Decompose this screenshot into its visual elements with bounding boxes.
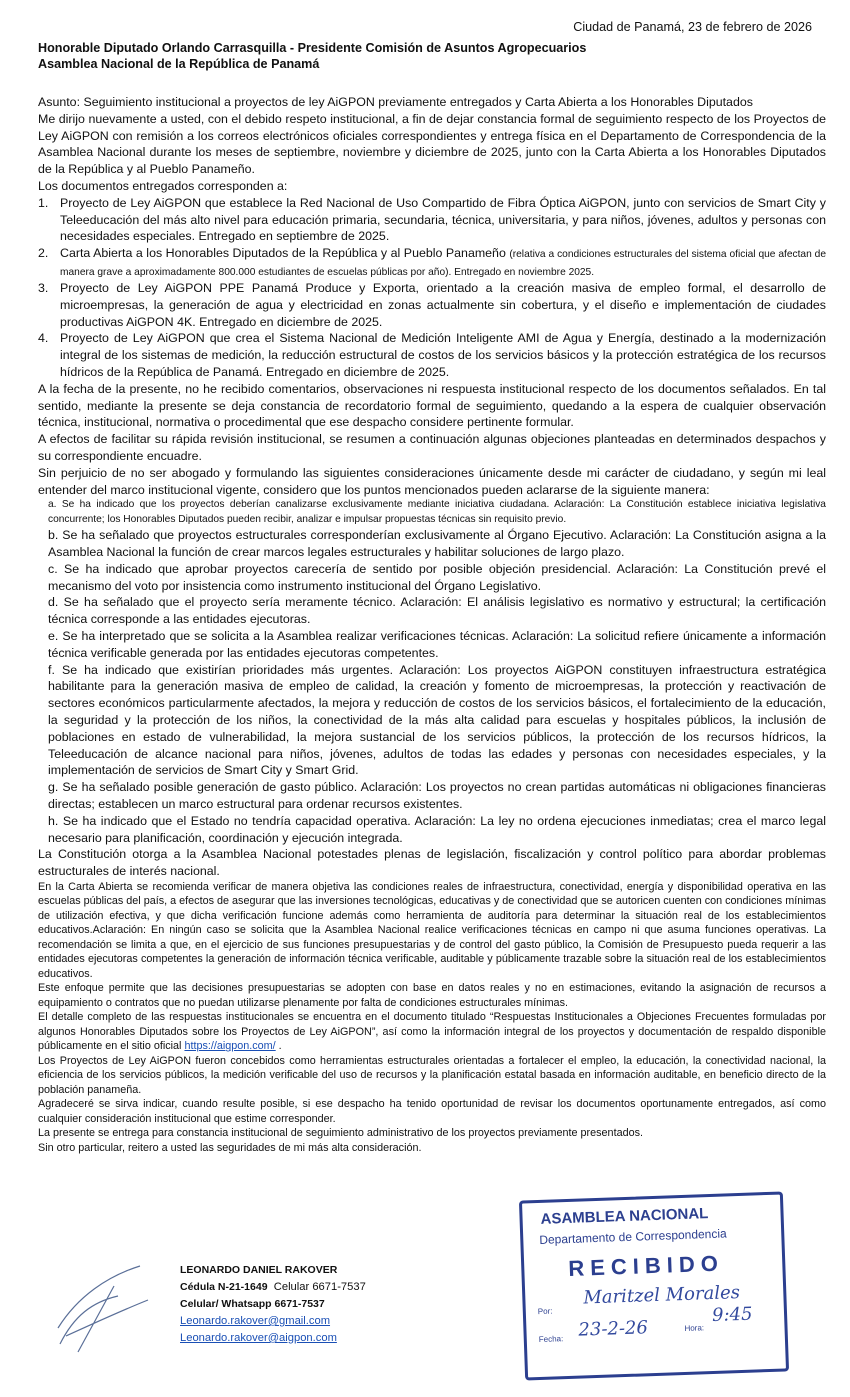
received-stamp	[519, 1191, 789, 1380]
record-paragraph: La presente se entrega para constancia institucional de seguimiento administrativo de los proyectos previamente presentados.	[38, 1127, 643, 1140]
objection-text: Se ha indicado que los proyectos deberían canalizarse exclusivamente mediante iniciativa ciudadana. Aclaración: La Constitución establece iniciativa legislativa concurrente; los Honorables Diputados pueden recibir, analizar e impulsar propuestas técnicas sin requisito previo.	[48, 499, 826, 525]
objection-text: Se ha indicado que aprobar proyectos carecería de sentido por posible objeción presidencial. Aclaración: La Constitución prevé el mecanismo del voto por insistencia como instrumento institucional del Órgano Legislativo.	[48, 561, 826, 593]
objection-letter: b.	[48, 528, 59, 543]
letter-date: Ciudad de Panamá, 23 de febrero de 2026	[573, 20, 812, 34]
signer-cedula: Cédula N-21-1649	[180, 1281, 268, 1293]
approach-paragraph: Este enfoque permite que las decisiones presupuestarias se adopten con base en datos reales y no en estimaciones, evitando la asignación de recursos a equipamiento o contratos que no puedan utilizarse plenamente por falta de condiciones estructurales mínimas.	[38, 982, 826, 1009]
objection-item	[38, 813, 826, 847]
stamp-dept: Departamento de Correspondencia	[539, 1226, 727, 1247]
objection-letter: h.	[48, 813, 59, 828]
detail-paragraph	[38, 1010, 826, 1054]
objection-text: Se ha indicado que existirían prioridades más urgentes. Aclaración: Los proyectos AiGPON constituyen infraestructura estratégica habilitante para la generación masiva de empleo de calidad, la creación y fomento de microempresas, la protección y reactivación de sectores económicos particularmente afectados, la mejora y reducción de costos de los servicios básicos, el fortalecimiento de la educación, la seguridad y la protección de los niños, la conectividad de la más alta calidad para escuelas y hospitales públicos, la inclusión de poblaciones en estado de vulnerabilidad, la mejora sustancial de los servicios públicos, la protección de los recursos hídricos, la Teleeducación de alcance nacional para niños, jóvenes, adultos de todas las edades y personas con necesidades especiales, y la implementación de servicios de Smart City y Smart Grid.	[48, 662, 826, 778]
subject-line: Asunto: Seguimiento institucional a proyectos de ley AiGPON previamente entregados y Carta Abierta a los Honorables Diputados	[38, 95, 753, 109]
list-item	[38, 280, 826, 330]
objection-letter: c.	[48, 561, 58, 576]
email-link-gmail[interactable]: Leonardo.rakover@gmail.com	[180, 1315, 331, 1327]
detail-text-end: .	[275, 1040, 282, 1053]
objection-item	[38, 662, 826, 780]
list-number: 2.	[38, 246, 49, 261]
list-text: Proyecto de Ley AiGPON PPE Panamá Produce y Exporta, orientado a la creación masiva de empleo formal, el desarrollo de microempresas, la generación de agua y electricidad en zonas actualmente sin cobertura, y el diseño e implementación de ciudades productivas AiGPON 4K. Entregado en diciembre de 2025.	[60, 280, 826, 329]
email-link-aigpon[interactable]: Leonardo.rakover@aigpon.com	[180, 1332, 337, 1344]
thanks-paragraph: Agradeceré se sirva indicar, cuando resulte posible, si ese despacho ha tenido oportunidad de revisar los documentos oportunamente entregados, así como cualquier consideración institucional que estime corresponder.	[38, 1098, 826, 1125]
stamp-org: ASAMBLEA NACIONAL	[540, 1205, 709, 1228]
objection-text: Se ha señalado que proyectos estructurales corresponderían exclusivamente al Órgano Ejecutivo. Aclaración: La Constitución asigna a la Asamblea Nacional la función de crear marcos legales estructurales y habilitar soluciones de largo plazo.	[48, 528, 826, 559]
objection-text: Se ha señalado que el proyecto sería meramente técnico. Aclaración: El análisis legislativo es normativo y estructural; la certificación técnica corresponde a las entidades ejecutoras.	[48, 595, 826, 627]
stamp-hora-label: Hora:	[684, 1323, 705, 1333]
objection-letter: f.	[48, 662, 55, 677]
list-text: Proyecto de Ley AiGPON que crea el Sistema Nacional de Medición Inteligente AMI de Agua y Energía, destinado a la modernización integral de los sistemas de medición, la reducción estructural de costos de los servicios básicos y la protección estratégica de los recursos hídricos de la República de Panamá. Entregado en diciembre de 2025.	[60, 331, 826, 379]
objection-text: Se ha señalado posible generación de gasto público. Aclaración: Los proyectos no crean partidas automáticas ni obligaciones financieras directas; establecen un marco estructural para ordenar recursos existentes.	[48, 780, 826, 811]
objection-item	[38, 498, 826, 527]
signer-whatsapp: Celular/ Whatsapp 6671-7537	[180, 1298, 325, 1310]
objection-letter: g.	[48, 780, 59, 795]
detail-text: El detalle completo de las respuestas institucionales se encuentra en el documento titulado “Respuestas Institucionales a Objeciones Frecuentes formuladas por algunos Honorables Diputados sobre los Proyectos de Ley AiGPON”, así como la información integral de los proyectos y documentación de respaldo disponible públicamente en el sitio oficial	[38, 1011, 826, 1053]
aigpon-site-link[interactable]: https://aigpon.com/	[184, 1040, 276, 1053]
addressee-block	[38, 40, 586, 72]
constitution-paragraph: La Constitución otorga a la Asamblea Nacional potestades plenas de legislación, fiscalización y control político para abordar problemas estructurales de interés nacional.	[38, 847, 826, 879]
handwritten-signature	[48, 1256, 158, 1366]
stamp-por-value: Maritzel Morales	[583, 1282, 741, 1309]
citizen-paragraph: Sin perjuicio de no ser abogado y formulando las siguientes consideraciones únicamente desde mi carácter de ciudadano, y según mi leal entender del marco institucional vigente, considero que los puntos mencionados pueden aclararse de la siguiente manera:	[38, 465, 826, 497]
list-number: 3.	[38, 280, 49, 295]
docs-intro: Los documentos entregados corresponden a:	[38, 178, 288, 193]
list-item	[38, 195, 826, 245]
list-note: (relativa a condiciones estructurales del sistema oficial que afectan de manera grave a aproximadamente 800.000 estudiantes de escuelas públicas por año). Entregado en noviembre 2025.	[60, 249, 826, 278]
letter-body	[38, 94, 826, 1155]
objection-text: Se ha interpretado que se solicita a la Asamblea realizar verificaciones técnicas. Aclaración: La solicitud refiere únicamente a información técnica verificable generada por las entidades ejecutoras competentes.	[48, 628, 826, 660]
objection-letter: a.	[48, 499, 57, 511]
list-item	[38, 330, 826, 380]
intro-paragraph: Me dirijo nuevamente a usted, con el debido respeto institucional, a fin de dejar constancia formal de seguimiento respecto de los Proyectos de Ley AiGPON con remisión a los correos electrónicos oficiales correspondientes y entrega física en el Departamento de Correspondencia de la Asamblea Nacional durante los meses de septiembre, noviembre y diciembre de 2025, junto con la Carta Abierta a los Honorables Diputados de la República y al Pueblo Panameño.	[38, 111, 826, 177]
objection-item	[38, 527, 826, 561]
signature-block	[180, 1262, 366, 1347]
summary-paragraph: A efectos de facilitar su rápida revisión institucional, se resumen a continuación algunas objeciones planteadas en determinados despachos y su correspondiente encuadre.	[38, 432, 826, 463]
objection-item	[38, 594, 826, 628]
objection-item	[38, 779, 826, 813]
no-response-paragraph: A la fecha de la presente, no he recibido comentarios, observaciones ni respuesta institucional respecto de los documentos señalados. En tal sentido, mediante la presente se deja constancia de recordatorio formal de seguimiento, quedando a la espera de cualquier observación técnica, institucional, normativa o procedimental que ese despacho considere pertinente formular.	[38, 381, 826, 430]
objection-item	[38, 561, 826, 595]
stamp-fecha-label: Fecha:	[538, 1334, 564, 1345]
list-number: 4.	[38, 331, 49, 346]
objection-text: Se ha indicado que el Estado no tendría capacidad operativa. Aclaración: La ley no ordena ejecuciones inmediatas; crea el marco legal necesario para planificación, coordinación y ejecución integrada.	[48, 813, 826, 845]
objection-letter: e.	[48, 628, 59, 643]
open-letter-paragraph: En la Carta Abierta se recomienda verificar de manera objetiva las condiciones reales de infraestructura, conectividad, energía y disponibilidad operativa en las escuelas públicas del país, a efectos de asegurar que las inversiones tecnológicas, educativas y de conectividad que se autoricen cuenten con condiciones mínimas de utilización efectiva, y que dicha verificación funcione además como herramienta de auditoría para determinar la situación real de los establecimientos educativos.Aclaración: En ningún caso se solicita que la Asamblea Nacional realice verificaciones técnicas en campo ni que asuma funciones operativas. La recomendación se limita a que, en el ejercicio de sus funciones presupuestarias y de control del gasto público, la Comisión de Presupuesto pueda requerir a las entidades ejecutoras competentes la generación de información técnica verificable, auditable y públicamente trazable sobre la situación real de los establecimientos educativos.	[38, 880, 826, 980]
stamp-fecha-value: 23-2-26	[578, 1317, 649, 1341]
small-print-section	[38, 880, 826, 1156]
signer-name: LEONARDO DANIEL RAKOVER	[180, 1264, 338, 1276]
list-number: 1.	[38, 195, 49, 210]
stamp-por-label: Por:	[537, 1306, 553, 1317]
tools-paragraph: Los Proyectos de Ley AiGPON fueron concebidos como herramientas estructurales orientadas a fortalecer el empleo, la educación, la conectividad nacional, la eficiencia de los servicios públicos, la medición verificable del uso de recursos y la planificación estatal basada en información auditable, en beneficio directo de la población panameña.	[38, 1054, 826, 1096]
list-item	[38, 245, 826, 280]
closing-paragraph: Sin otro particular, reitero a usted las seguridades de mi más alta consideración.	[38, 1141, 422, 1154]
stamp-status: RECIBIDO	[567, 1250, 725, 1281]
addressee-institution: Asamblea Nacional de la República de Panamá	[38, 57, 320, 71]
signer-phone: Celular 6671-7537	[273, 1281, 366, 1293]
list-text: Carta Abierta a los Honorables Diputados de la República y al Pueblo Panameño	[60, 246, 506, 261]
list-text: Proyecto de Ley AiGPON que establece la Red Nacional de Uso Compartido de Fibra Óptica AiGPON, junto con servicios de Smart City y Teleeducación del más alto nivel para educación primaria, secundaria, técnica, universitaria, y para niños, jóvenes, adultos y personas con necesidades especiales. Entregado en septiembre de 2025.	[60, 195, 826, 244]
addressee-name: Honorable Diputado Orlando Carrasquilla - Presidente Comisión de Asuntos Agropecuarios	[38, 41, 587, 55]
objection-item	[38, 628, 826, 662]
objection-letter: d.	[48, 595, 59, 610]
stamp-hora-value: 9:45	[711, 1303, 753, 1326]
